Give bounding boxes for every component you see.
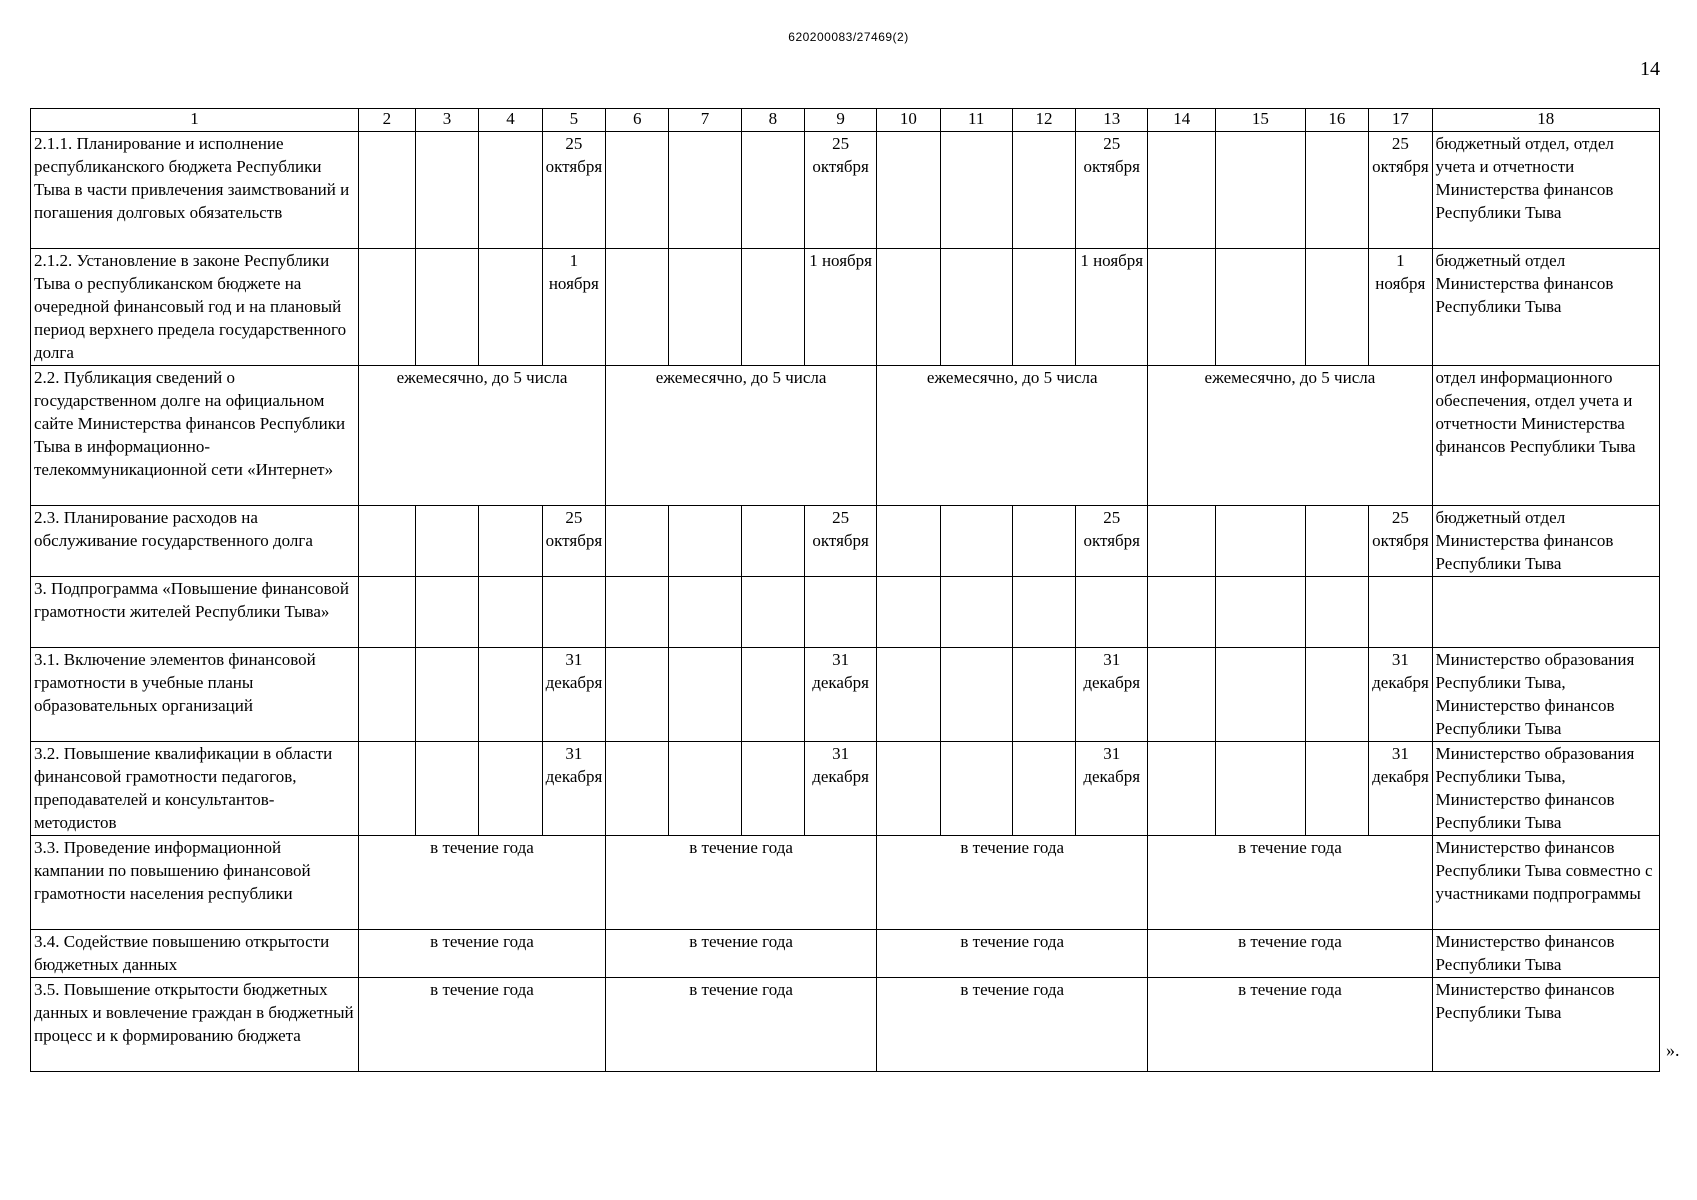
activity-name: 2.1.2. Установление в законе Республики Тыва о республиканском бюджете на очередной финансовый год и на плановый период верхнего предела государственного долга [31, 249, 359, 366]
empty-cell [415, 506, 478, 577]
deadline-cell: 25 октября [805, 506, 877, 577]
table-row [31, 836, 1660, 930]
column-header: 9 [805, 109, 877, 132]
empty-cell [358, 577, 415, 648]
empty-cell [606, 249, 669, 366]
empty-cell [606, 577, 669, 648]
column-header: 11 [940, 109, 1012, 132]
column-header: 3 [415, 109, 478, 132]
quarter-3-cell: в течение года [877, 978, 1148, 1072]
empty-cell [1305, 742, 1368, 836]
quarter-4-cell: в течение года [1148, 836, 1432, 930]
empty-cell [669, 132, 741, 249]
deadline-cell: 1 ноября [1076, 249, 1148, 366]
table-row [31, 742, 1660, 836]
quarter-3-cell: в течение года [877, 836, 1148, 930]
activity-name: 3. Подпрограмма «Повышение финансовой грамотности жителей Республики Тыва» [31, 577, 359, 648]
responsible-cell: Министерство образования Республики Тыва, Министерство финансов Республики Тыва [1432, 648, 1659, 742]
column-header: 1 [31, 109, 359, 132]
activity-name: 3.4. Содействие повышению открытости бюджетных данных [31, 930, 359, 978]
empty-cell [1012, 648, 1075, 742]
column-header: 5 [542, 109, 605, 132]
empty-cell [877, 577, 940, 648]
activity-name: 3.2. Повышение квалификации в области финансовой грамотности педагогов, преподавателей и консультантов-методистов [31, 742, 359, 836]
table-row [31, 249, 1660, 366]
deadline-cell: 31 декабря [1076, 648, 1148, 742]
deadline-cell: 25 октября [1076, 506, 1148, 577]
empty-cell [741, 742, 804, 836]
quarter-4-cell: в течение года [1148, 978, 1432, 1072]
empty-cell [1012, 132, 1075, 249]
column-header: 17 [1369, 109, 1432, 132]
empty-cell [1012, 742, 1075, 836]
empty-cell [1216, 249, 1306, 366]
deadline-cell: 31 декабря [1369, 648, 1432, 742]
table-row [31, 930, 1660, 978]
table-row [31, 577, 1660, 648]
column-header: 8 [741, 109, 804, 132]
deadline-cell: 1 ноября [1369, 249, 1432, 366]
empty-cell [479, 577, 542, 648]
quarter-2-cell: ежемесячно, до 5 числа [606, 366, 877, 506]
empty-cell [415, 648, 478, 742]
empty-cell [805, 577, 877, 648]
responsible-cell: отдел информационного обеспечения, отдел учета и отчетности Министерства финансов Республики Тыва [1432, 366, 1659, 506]
empty-cell [1012, 577, 1075, 648]
empty-cell [358, 506, 415, 577]
responsible-cell: бюджетный отдел, отдел учета и отчетности Министерства финансов Республики Тыва [1432, 132, 1659, 249]
empty-cell [479, 742, 542, 836]
empty-cell [1216, 577, 1306, 648]
deadline-cell: 31 декабря [1369, 742, 1432, 836]
empty-cell [415, 742, 478, 836]
empty-cell [415, 249, 478, 366]
empty-cell [1216, 132, 1306, 249]
empty-cell [1076, 577, 1148, 648]
empty-cell [877, 132, 940, 249]
empty-cell [877, 249, 940, 366]
schedule-table [30, 108, 1660, 1072]
deadline-cell: 31 декабря [805, 648, 877, 742]
empty-cell [542, 577, 605, 648]
empty-cell [358, 132, 415, 249]
empty-cell [606, 648, 669, 742]
empty-cell [669, 249, 741, 366]
column-header: 14 [1148, 109, 1216, 132]
deadline-cell: 31 декабря [805, 742, 877, 836]
empty-cell [669, 742, 741, 836]
empty-cell [1305, 249, 1368, 366]
empty-cell [877, 742, 940, 836]
empty-cell [358, 648, 415, 742]
empty-cell [1148, 506, 1216, 577]
column-header: 4 [479, 109, 542, 132]
empty-cell [1216, 742, 1306, 836]
responsible-cell [1432, 577, 1659, 648]
column-header: 15 [1216, 109, 1306, 132]
quarter-2-cell: в течение года [606, 978, 877, 1072]
quarter-3-cell: ежемесячно, до 5 числа [877, 366, 1148, 506]
empty-cell [741, 249, 804, 366]
column-header: 2 [358, 109, 415, 132]
empty-cell [877, 648, 940, 742]
header-row [31, 109, 1660, 132]
empty-cell [1305, 577, 1368, 648]
quarter-1-cell: в течение года [358, 978, 605, 1072]
empty-cell [940, 506, 1012, 577]
column-header: 16 [1305, 109, 1368, 132]
responsible-cell: Министерство финансов Республики Тыва [1432, 978, 1659, 1072]
empty-cell [479, 132, 542, 249]
deadline-cell: 25 октября [1369, 506, 1432, 577]
quarter-3-cell: в течение года [877, 930, 1148, 978]
deadline-cell: 31 декабря [542, 742, 605, 836]
empty-cell [1012, 506, 1075, 577]
column-header: 13 [1076, 109, 1148, 132]
empty-cell [479, 648, 542, 742]
empty-cell [741, 648, 804, 742]
empty-cell [669, 506, 741, 577]
responsible-cell: Министерство финансов Республики Тыва совместно с участниками подпрограммы [1432, 836, 1659, 930]
table-row [31, 648, 1660, 742]
table-row [31, 978, 1660, 1072]
empty-cell [358, 249, 415, 366]
empty-cell [940, 742, 1012, 836]
quarter-4-cell: в течение года [1148, 930, 1432, 978]
responsible-cell: Министерство образования Республики Тыва, Министерство финансов Республики Тыва [1432, 742, 1659, 836]
empty-cell [669, 648, 741, 742]
deadline-cell: 25 октября [542, 132, 605, 249]
empty-cell [415, 577, 478, 648]
empty-cell [877, 506, 940, 577]
empty-cell [479, 506, 542, 577]
empty-cell [1216, 648, 1306, 742]
empty-cell [940, 648, 1012, 742]
empty-cell [741, 132, 804, 249]
empty-cell [1148, 648, 1216, 742]
deadline-cell: 1 ноября [542, 249, 605, 366]
column-header: 18 [1432, 109, 1659, 132]
empty-cell [479, 249, 542, 366]
empty-cell [940, 132, 1012, 249]
responsible-cell: Министерство финансов Республики Тыва [1432, 930, 1659, 978]
table-row [31, 506, 1660, 577]
activity-name: 2.1.1. Планирование и исполнение республиканского бюджета Республики Тыва в части привлечения заимствований и погашения долговых обязательств [31, 132, 359, 249]
activity-name: 3.1. Включение элементов финансовой грамотности в учебные планы образовательных организаций [31, 648, 359, 742]
column-header: 6 [606, 109, 669, 132]
deadline-cell: 25 октября [542, 506, 605, 577]
empty-cell [1216, 506, 1306, 577]
column-header: 10 [877, 109, 940, 132]
empty-cell [415, 132, 478, 249]
deadline-cell: 25 октября [1369, 132, 1432, 249]
empty-cell [1305, 132, 1368, 249]
deadline-cell: 25 октября [805, 132, 877, 249]
deadline-cell: 25 октября [1076, 132, 1148, 249]
document-id: 620200083/27469(2) [788, 30, 909, 44]
column-header: 12 [1012, 109, 1075, 132]
empty-cell [669, 577, 741, 648]
table-row [31, 366, 1660, 506]
empty-cell [1148, 249, 1216, 366]
quarter-2-cell: в течение года [606, 930, 877, 978]
empty-cell [741, 506, 804, 577]
page-number: 14 [1640, 58, 1660, 80]
deadline-cell: 31 декабря [1076, 742, 1148, 836]
activity-name: 3.5. Повышение открытости бюджетных данных и вовлечение граждан в бюджетный процесс и к формированию бюджета [31, 978, 359, 1072]
empty-cell [741, 577, 804, 648]
empty-cell [1148, 132, 1216, 249]
quarter-1-cell: в течение года [358, 836, 605, 930]
empty-cell [1305, 506, 1368, 577]
table-row [31, 132, 1660, 249]
responsible-cell: бюджетный отдел Министерства финансов Республики Тыва [1432, 249, 1659, 366]
activity-name: 3.3. Проведение информационной кампании по повышению финансовой грамотности населения республики [31, 836, 359, 930]
activity-name: 2.2. Публикация сведений о государственном долге на официальном сайте Министерства финансов Республики Тыва в информационно-телекоммуникационной сети «Интернет» [31, 366, 359, 506]
empty-cell [1012, 249, 1075, 366]
empty-cell [940, 249, 1012, 366]
empty-cell [940, 577, 1012, 648]
quarter-4-cell: ежемесячно, до 5 числа [1148, 366, 1432, 506]
empty-cell [606, 132, 669, 249]
empty-cell [358, 742, 415, 836]
column-header: 7 [669, 109, 741, 132]
quarter-1-cell: в течение года [358, 930, 605, 978]
empty-cell [1148, 577, 1216, 648]
quarter-1-cell: ежемесячно, до 5 числа [358, 366, 605, 506]
deadline-cell: 31 декабря [542, 648, 605, 742]
responsible-cell: бюджетный отдел Министерства финансов Республики Тыва [1432, 506, 1659, 577]
empty-cell [606, 742, 669, 836]
deadline-cell: 1 ноября [805, 249, 877, 366]
empty-cell [606, 506, 669, 577]
closing-quote-mark: ». [1666, 1040, 1680, 1060]
empty-cell [1369, 577, 1432, 648]
empty-cell [1305, 648, 1368, 742]
empty-cell [1148, 742, 1216, 836]
activity-name: 2.3. Планирование расходов на обслуживание государственного долга [31, 506, 359, 577]
quarter-2-cell: в течение года [606, 836, 877, 930]
